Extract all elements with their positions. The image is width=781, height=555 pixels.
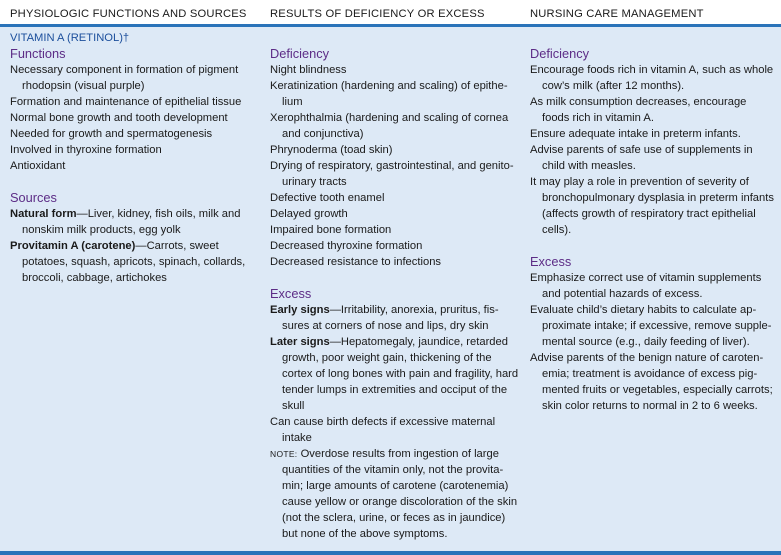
header-nursing-care: NURSING CARE MANAGEMENT xyxy=(530,8,704,20)
list-item: Decreased resistance to infections xyxy=(270,256,442,268)
source-natural xyxy=(10,206,260,238)
list-item: Emphasize correct use of vitamin supplements and potential hazards of excess. xyxy=(530,272,762,300)
list-item: Normal bone growth and tooth development xyxy=(10,112,228,124)
table-header xyxy=(0,0,781,27)
list-item: Decreased thyroxine formation xyxy=(270,240,423,252)
list-item: As milk consumption decreases, encourage foods rich in vitamin A. xyxy=(530,96,747,124)
list-item: Advise parents of safe use of supplements in child with measles. xyxy=(530,144,753,172)
list-item: Defective tooth enamel xyxy=(270,192,385,204)
later-signs-label: Later signs xyxy=(270,336,330,348)
footer-rule xyxy=(0,551,781,555)
early-signs-text: —Irritability, anorexia, pruritus, fissures at corners of nose and lips, dry skin xyxy=(282,304,499,332)
note xyxy=(270,446,520,542)
excess-heading: Excess xyxy=(530,254,572,269)
provitamin-text: —Carrots, sweet potatoes, squash, apricots, spinach, collards, broccoli, cabbage, artichokes xyxy=(22,240,246,284)
header-physiologic-functions: PHYSIOLOGIC FUNCTIONS AND SOURCES xyxy=(10,8,247,20)
column-deficiency-excess xyxy=(270,30,520,542)
later-signs-text: —Hepatomegaly, jaundice, retarded growth, poor weight gain, thickening of the cortex of long bones with pain and fragility, hard tender lumps in extremities and occiput of the skull xyxy=(282,336,519,412)
provitamin-label: Provitamin A (carotene) xyxy=(10,240,136,252)
header-deficiency-excess: RESULTS OF DEFICIENCY OR EXCESS xyxy=(270,8,485,20)
list-item: Drying of respiratory, gastrointestinal, and genitourinary tracts xyxy=(270,160,514,188)
list-item: Keratinization (hardening and scaling) of epithelium xyxy=(270,80,508,108)
column-nursing-care xyxy=(530,30,775,414)
column-physiologic-functions xyxy=(10,30,260,286)
list-item: Needed for growth and spermatogenesis xyxy=(10,128,213,140)
sources-heading: Sources xyxy=(10,190,57,205)
deficiency-heading: Deficiency xyxy=(530,46,590,61)
list-item: Antioxidant xyxy=(10,160,66,172)
list-item: Phrynoderma (toad skin) xyxy=(270,144,393,156)
vitamin-title: VITAMIN A (RETINOL)† xyxy=(10,32,130,44)
list-item: Necessary component in formation of pigment rhodopsin (visual purple) xyxy=(10,64,239,92)
early-signs xyxy=(270,302,520,334)
list-item: Impaired bone formation xyxy=(270,224,392,236)
natural-form-label: Natural form xyxy=(10,208,77,220)
list-item: Encourage foods rich in vitamin A, such as whole cow’s milk (after 12 months). xyxy=(530,64,774,92)
list-item: Xerophthalmia (hardening and scaling of cornea and conjunctiva) xyxy=(270,112,509,140)
natural-form-text: —Liver, kidney, fish oils, milk and nonskim milk products, egg yolk xyxy=(22,208,241,236)
list-item: Advise parents of the benign nature of carotenemia; treatment is avoidance of excess pigmented fruits or vegetables, especially carrots; skin color returns to normal in 2 to 6 weeks. xyxy=(530,352,773,412)
functions-heading: Functions xyxy=(10,46,66,61)
list-item: Ensure adequate intake in preterm infants. xyxy=(530,128,741,140)
list-item: Evaluate child’s dietary habits to calculate approximate intake; if excessive, remove supplemental source (e.g., daily feeding of liver). xyxy=(530,304,772,348)
source-provitamin xyxy=(10,238,260,286)
note-text: Overdose results from ingestion of large quantities of the vitamin only, not the provitamin; large amounts of carotene (carotenemia) cause yellow or orange discoloration of the skin (not the sclera, urine, or feces as in jaundice) but none of the above symptoms. xyxy=(282,448,518,540)
later-signs xyxy=(270,334,520,414)
list-item: It may play a role in prevention of severity of bronchopulmonary dysplasia in preterm infants (affects growth of respiratory tract epithelial cells). xyxy=(530,176,774,236)
excess-heading: Excess xyxy=(270,286,312,301)
list-item: Delayed growth xyxy=(270,208,348,220)
list-item: Involved in thyroxine formation xyxy=(10,144,162,156)
early-signs-label: Early signs xyxy=(270,304,330,316)
list-item: Formation and maintenance of epithelial tissue xyxy=(10,96,242,108)
note-label: NOTE: xyxy=(270,449,298,459)
list-item: Night blindness xyxy=(270,64,347,76)
birth-defects-item: Can cause birth defects if excessive maternal intake xyxy=(270,416,496,444)
deficiency-heading: Deficiency xyxy=(270,46,330,61)
